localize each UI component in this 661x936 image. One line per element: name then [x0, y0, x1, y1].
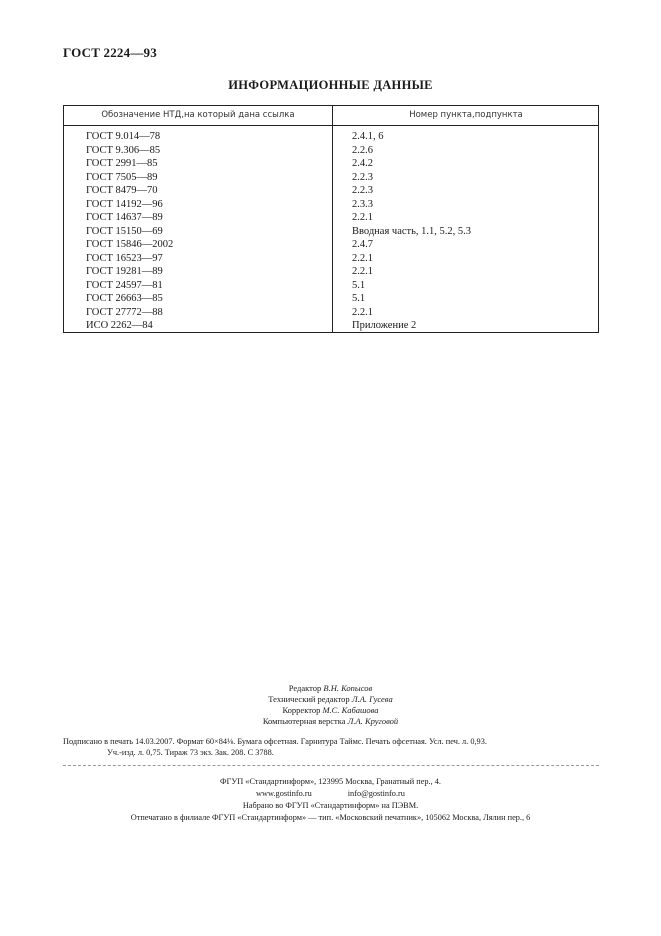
publisher-website[interactable]: www.gostinfo.ru	[256, 789, 312, 798]
table-row	[64, 238, 598, 252]
clause-number: 2.2.1	[352, 266, 373, 277]
clause-number: Вводная часть, 1.1, 5.2, 5.3	[352, 225, 472, 237]
clause-number: 2.3.3	[352, 198, 373, 210]
clause-number: 2.2.6	[352, 144, 373, 156]
section-title: ИНФОРМАЦИОННЫЕ ДАННЫЕ	[228, 78, 433, 92]
clause-number: 2.4.1, 6	[352, 131, 384, 142]
print-info-line1: Подписано в печать 14.03.2007. Формат 60×84⅛. Бумага офсетная. Гарнитура Таймс. Печать офсетная. Усл. печ. л. 0,93.	[63, 737, 487, 746]
credit-tech-editor	[0, 694, 661, 705]
credit-role: Компьютерная верстка	[262, 716, 346, 726]
ntd-designation: ГОСТ 26663—85	[86, 293, 163, 304]
publisher-email[interactable]: info@gostinfo.ru	[347, 789, 405, 798]
table-header	[64, 106, 598, 126]
publisher-typeset: Набрано во ФГУП «Стандартинформ» на ПЭВМ.	[242, 801, 419, 810]
document-id: ГОСТ 2224—93	[63, 45, 157, 60]
credit-name: В.Н. Копысов	[323, 683, 373, 693]
ntd-designation: ГОСТ 15846—2002	[86, 239, 174, 250]
ntd-designation: ГОСТ 9.014—78	[86, 131, 161, 142]
publisher-printed: Отпечатано в филиале ФГУП «Стандартинформ» — тип. «Московский печатник», 105062 Москва, Лялин пер., 6	[130, 813, 531, 822]
table-row	[64, 225, 598, 239]
credit-editor	[0, 683, 661, 694]
table-row	[64, 184, 598, 198]
header-normative-doc: Обозначение НТД,на который дана ссылка	[101, 110, 295, 120]
clause-number: 2.4.7	[352, 239, 373, 250]
clause-number: Приложение 2	[352, 320, 417, 331]
credit-proofreader	[0, 705, 661, 716]
ntd-designation: ГОСТ 9.306—85	[86, 144, 161, 156]
ntd-designation: ГОСТ 24597—81	[86, 279, 163, 291]
ntd-designation: ИСО 2262—84	[86, 320, 153, 331]
table-row	[64, 292, 598, 306]
references-table	[63, 105, 599, 333]
table-row	[64, 171, 598, 185]
clause-number: 2.2.1	[352, 212, 373, 223]
clause-number: 2.2.3	[352, 185, 373, 196]
table-row	[64, 130, 598, 144]
credit-name: Л.А. Гусева	[351, 694, 393, 704]
table-row	[64, 252, 598, 266]
table-row	[64, 265, 598, 279]
ntd-designation: ГОСТ 7505—89	[86, 171, 158, 183]
ntd-designation: ГОСТ 14637—89	[86, 212, 163, 223]
clause-number: 2.2.1	[352, 252, 373, 264]
clause-number: 2.2.1	[352, 306, 373, 318]
clause-number: 5.1	[352, 293, 366, 304]
ntd-designation: ГОСТ 27772—88	[86, 306, 163, 318]
footer-divider	[63, 765, 599, 766]
ntd-designation: ГОСТ 2991—85	[86, 158, 158, 169]
table-row	[64, 198, 598, 212]
ntd-designation: ГОСТ 16523—97	[86, 252, 163, 264]
table-row	[64, 211, 598, 225]
publisher-address: ФГУП «Стандартинформ», 123995 Москва, Гранатный пер., 4.	[220, 777, 441, 786]
credit-role: Редактор	[288, 683, 322, 693]
ntd-designation: ГОСТ 14192—96	[86, 198, 163, 210]
credit-name: Л.А. Круговой	[347, 716, 399, 726]
credit-name: М.С. Кабашова	[322, 705, 379, 715]
credit-layout	[0, 716, 661, 727]
table-row	[64, 144, 598, 158]
table-body	[64, 130, 598, 333]
ntd-designation: ГОСТ 15150—69	[86, 225, 163, 237]
credit-role: Технический редактор	[268, 694, 350, 704]
header-clause-number: Номер пункта,подпункта	[409, 110, 523, 120]
publisher-info	[0, 776, 661, 824]
clause-number: 2.2.3	[352, 171, 373, 183]
print-info-line2: Уч.-изд. л. 0,75. Тираж 73 экз. Зак. 208. С 3788.	[107, 748, 274, 757]
credits-block	[0, 683, 661, 727]
table-row	[64, 279, 598, 293]
table-row	[64, 319, 598, 333]
clause-number: 5.1	[352, 279, 366, 291]
print-info	[63, 736, 599, 758]
ntd-designation: ГОСТ 8479—70	[86, 185, 158, 196]
credit-role: Корректор	[282, 705, 321, 715]
publisher-contacts	[0, 788, 661, 800]
table-row	[64, 306, 598, 320]
table-row	[64, 157, 598, 171]
clause-number: 2.4.2	[352, 158, 373, 169]
ntd-designation: ГОСТ 19281—89	[86, 266, 163, 277]
